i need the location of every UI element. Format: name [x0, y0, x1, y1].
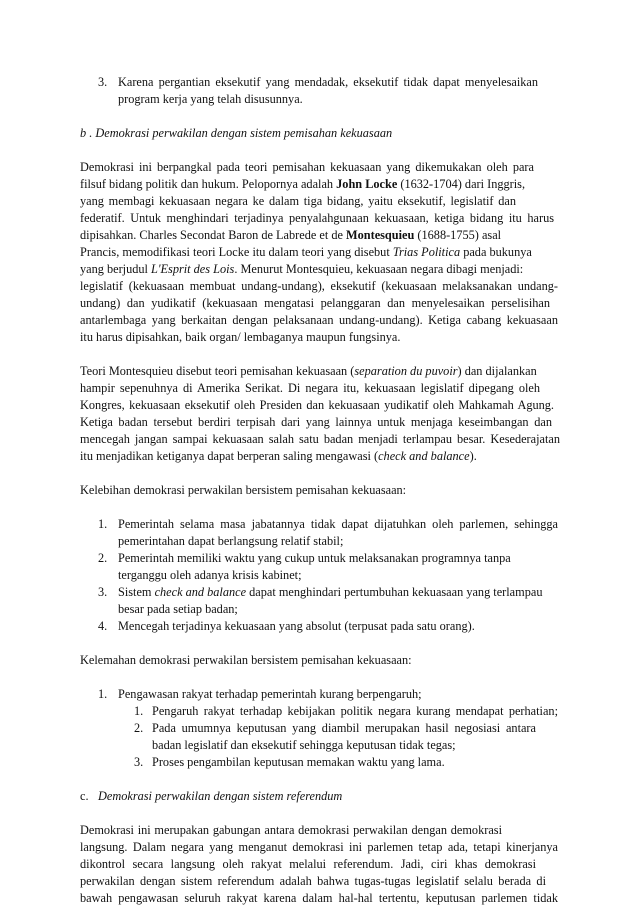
sub-list-number: 2.: [134, 721, 144, 735]
kelebihan-heading: Kelebihan demokrasi perwakilan bersistem pemisahan kekuasaan:: [80, 483, 407, 497]
list-number: 3.: [98, 585, 108, 599]
check-and-balance-term: check and balance: [378, 449, 470, 463]
paragraph-line: Ketiga badan tersebut berdiri terpisah dari yang lainnya untuk menjaga keseimbangan dan: [80, 415, 552, 429]
intro-list-item-line: program kerja yang telah disusunnya.: [118, 92, 303, 106]
list-item-line: terganggu oleh adanya krisis kabinet;: [118, 568, 302, 582]
list-item-line: Pemerintah selama masa jabatannya tidak dapat dijatuhkan oleh parlemen, sehingga: [118, 517, 558, 531]
book-title: L'Esprit des Lois: [151, 262, 235, 276]
sub-list-item-line: Pada umumnya keputusan yang diambil merupakan hasil negosiasi antara: [152, 721, 536, 735]
list-item-line: Sistem check and balance dapat menghindari pertumbuhan kekuasaan yang terlampau: [118, 585, 543, 599]
list-number: 4.: [98, 619, 108, 633]
paragraph-line: mencegah jangan sampai kekuasaan salah satu badan menjadi terlampau besar. Kesederajatan: [80, 432, 560, 446]
check-and-balance-term: check and balance: [154, 585, 247, 599]
paragraph-line: bawah pengawasan seluruh rakyat karena dalam hal-hal tertentu, keputusan parlemen tidak: [80, 891, 558, 905]
paragraph-line: yang berjudul L'Esprit des Lois. Menurut Montesquieu, kekuasaan negara dibagi menjadi:: [80, 262, 524, 276]
paragraph-line: undang) dan yudikatif (kekuasaan mengatasi pelanggaran dan menyelesaikan perselisihan: [80, 296, 550, 310]
list-item-line: Pengawasan rakyat terhadap pemerintah kurang berpengaruh;: [118, 687, 422, 701]
paragraph-line: federatif. Untuk menghindari terjadinya penyalahgunaan kekuasaan, ketiga bidang itu harus: [80, 211, 554, 225]
paragraph-line: yang membagi kekuasaan negara ke dalam tiga bidang, yaitu eksekutif, legislatif dan: [80, 194, 516, 208]
paragraph-line: Demokrasi ini berpangkal pada teori pemisahan kekuasaan yang dikemukakan oleh para: [80, 160, 534, 174]
paragraph-line: perwakilan dengan sistem referendum adalah bahwa tugas-tugas legislatif selalu berada di: [80, 874, 546, 888]
separation-du-puvoir-term: separation du puvoir: [354, 364, 458, 378]
sub-list-item-line: badan legislatif dan eksekutif sehingga keputusan tidak tegas;: [152, 738, 456, 752]
john-locke-name: John Locke: [336, 177, 398, 191]
paragraph-line: itu menjadikan ketiganya dapat berperan saling mengawasi (check and balance).: [80, 449, 477, 463]
intro-list-number: 3.: [98, 75, 108, 89]
paragraph-line: filsuf bidang politik dan hukum. Pelopornya adalah John Locke (1632-1704) dari Inggris,: [80, 177, 526, 191]
trias-politica-term: Trias Politica: [392, 245, 461, 259]
list-number: 2.: [98, 551, 108, 565]
sub-list-number: 3.: [134, 755, 144, 769]
paragraph-line: Kongres, kekuasaan eksekutif oleh Presiden dan kekuasaan yudikatif oleh Mahkamah Agung.: [80, 398, 554, 412]
paragraph-line: hampir sepenuhnya di Amerika Serikat. Di negara itu, kekuasaan legislatif dipegang oleh: [80, 381, 540, 395]
sub-list-number: 1.: [134, 704, 144, 718]
montesquieu-name: Montesquieu: [346, 228, 415, 242]
sub-list-item-line: Proses pengambilan keputusan memakan waktu yang lama.: [152, 755, 445, 769]
paragraph-line: dikontrol secara langsung oleh rakyat melalui referendum. Jadi, ciri khas demokrasi: [80, 857, 536, 871]
paragraph-line: itu harus dipisahkan, baik organ/ lembaganya maupun fungsinya.: [80, 330, 401, 344]
list-item-line: Mencegah terjadinya kekuasaan yang absolut (terpusat pada satu orang).: [118, 619, 475, 633]
section-b-heading: b . Demokrasi perwakilan dengan sistem pemisahan kekuasaan: [80, 126, 393, 140]
list-number: 1.: [98, 517, 108, 531]
paragraph-line: Prancis, memodifikasi teori Locke itu dalam teori yang disebut Trias Politica pada bukunya: [80, 245, 532, 259]
paragraph-line: dipisahkan. Charles Secondat Baron de Labrede et de Montesquieu (1688-1755) asal: [80, 228, 502, 242]
list-item-line: besar pada setiap badan;: [118, 602, 238, 616]
section-c-heading: Demokrasi perwakilan dengan sistem referendum: [98, 789, 343, 803]
kelemahan-heading: Kelemahan demokrasi perwakilan bersistem pemisahan kekuasaan:: [80, 653, 412, 667]
paragraph-line: Demokrasi ini merupakan gabungan antara demokrasi perwakilan dengan demokrasi: [80, 823, 502, 837]
sub-list-item-line: Pengaruh rakyat terhadap kebijakan politik negara kurang mendapat perhatian;: [152, 704, 558, 718]
section-c-label: c.: [80, 789, 89, 803]
paragraph-line: legislatif (kekuasaan membuat undang-undang), eksekutif (kekuasaan melaksanakan undang-: [80, 279, 558, 293]
list-item-line: pemerintahan dapat berlangsung relatif stabil;: [118, 534, 344, 548]
list-item-line: Pemerintah memiliki waktu yang cukup untuk melaksanakan programnya tanpa: [118, 551, 511, 565]
paragraph-line: langsung. Dalam negara yang menganut demokrasi ini parlemen tetap ada, tetapi kinerjanya: [80, 840, 558, 854]
paragraph-line: Teori Montesquieu disebut teori pemisahan kekuasaan (separation du puvoir) dan dijalankan: [80, 364, 537, 378]
intro-list-item-line: Karena pergantian eksekutif yang mendadak, eksekutif tidak dapat menyelesaikan: [118, 75, 538, 89]
paragraph-line: antarlembaga yang berkaitan dengan pelaksanaan undang-undang). Ketiga cabang kekuasaan: [80, 313, 558, 327]
list-number: 1.: [98, 687, 108, 701]
